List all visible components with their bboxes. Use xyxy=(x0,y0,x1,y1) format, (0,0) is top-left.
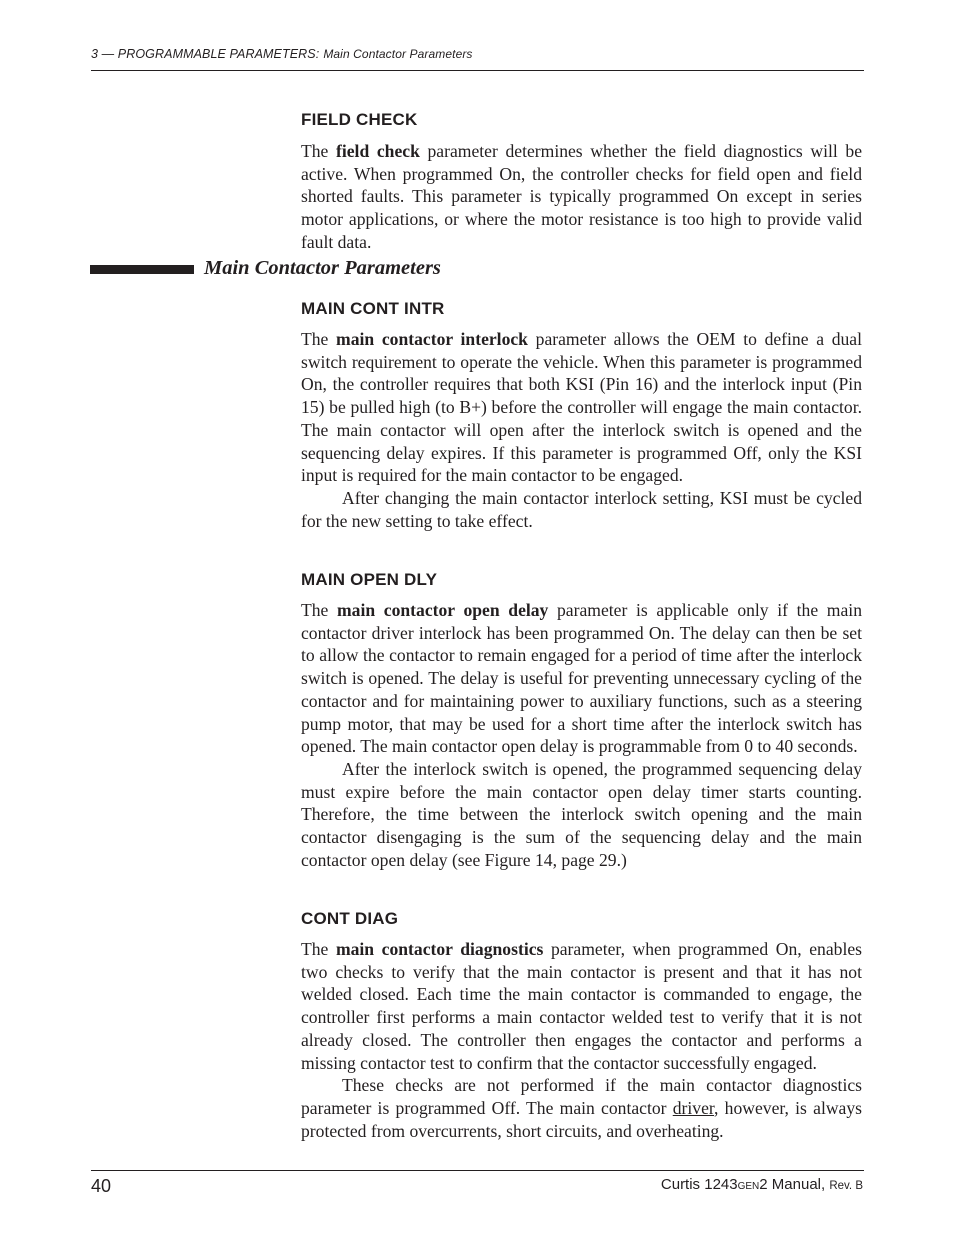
term-main-contactor-diagnostics: main contactor diagnostics xyxy=(335,939,544,959)
main-open-dly-body xyxy=(301,599,862,871)
section-bar xyxy=(90,265,194,274)
term-field-check: field check xyxy=(336,141,420,161)
main-cont-intr-paragraph-2: After changing the main contactor interlock setting, KSI must be cycled for the new setting to take effect. xyxy=(301,487,862,531)
revision-label: Rev. B xyxy=(829,1180,863,1192)
cont-diag-body xyxy=(301,938,862,1142)
heading-field-check: FIELD CHECK xyxy=(301,110,418,129)
page-number: 40 xyxy=(91,1176,112,1196)
field-check-paragraph: The field check parameter determines whether the field diagnostics will be active. When programmed On, the controller checks for field open and field shorted faults. This parameter is typically programmed On except in series motor applications, or where the motor resistance is too high to provide valid fault data. xyxy=(301,141,862,252)
main-open-dly-paragraph-1: The main contactor open delay parameter is applicable only if the main contactor driver interlock has been programmed On. The delay can then be set to allow the contactor to remain engaged for a period of time after the interlock switch is opened. The delay is useful for preventing unnecessary cycling of the contactor and for maintaining power to auxiliary functions, such as a steering pump motor, that may be used for a short time after the interlock switch has opened. The main contactor open delay is programmable from 0 to 40 seconds. xyxy=(301,600,862,757)
field-check-body xyxy=(301,140,862,254)
heading-main-cont-intr: MAIN CONT INTR xyxy=(301,299,445,318)
running-head-section: Main Contactor Parameters xyxy=(323,47,473,61)
heading-main-open-dly: MAIN OPEN DLY xyxy=(301,570,438,589)
manual-title: Curtis 1243GEN2 Manual, Rev. B xyxy=(660,1176,863,1193)
heading-cont-diag: CONT DIAG xyxy=(301,909,399,928)
running-head-chapter: 3 — PROGRAMMABLE PARAMETERS: xyxy=(91,47,320,61)
section-title: Main Contactor Parameters xyxy=(204,257,441,279)
term-main-contactor-open-delay: main contactor open delay xyxy=(337,600,549,620)
header-rule xyxy=(91,70,864,71)
cont-diag-paragraph-1: The main contactor diagnostics parameter, when programmed On, enables two checks to verify that the main contactor is present and that it has not welded closed. Each time the main contactor is commanded to engage, the controller first performs a main contactor welded test to verify that it is not already closed. The controller then engages the contactor and performs a missing contactor test to confirm that the contactor successfully engaged. xyxy=(301,939,862,1073)
main-open-dly-paragraph-2: After the interlock switch is opened, the programmed sequencing delay must expire before the main contactor open delay timer starts counting. Therefore, the time between the interlock switch opening and the main contactor disengaging is the sum of the sequencing delay and the main contactor open delay (see Figure 14, page 29.) xyxy=(301,758,862,870)
running-head xyxy=(91,47,473,61)
footer-rule xyxy=(91,1170,864,1171)
cont-diag-paragraph-2: These checks are not performed if the main contactor diagnostics parameter is programmed Off. The main contactor driver, however, is always protected from overcurrents, short circuits, and overheating. xyxy=(301,1075,862,1141)
main-cont-intr-body xyxy=(301,328,862,532)
term-main-contactor-interlock: main contactor interlock xyxy=(336,329,528,349)
underlined-driver: driver xyxy=(672,1097,715,1118)
main-cont-intr-paragraph-1: The main contactor interlock parameter allows the OEM to define a dual switch requirement to operate the vehicle. When this parameter is programmed On, the controller requires that both KSI (Pin 16) and the interlock input (Pin 15) be pulled high (to B+) before the controller will engage the main contactor. The main contactor will open after the interlock switch is opened and the sequencing delay expires. If this parameter is programmed Off, only the KSI input is required for the main contactor to be engaged. xyxy=(301,329,862,486)
